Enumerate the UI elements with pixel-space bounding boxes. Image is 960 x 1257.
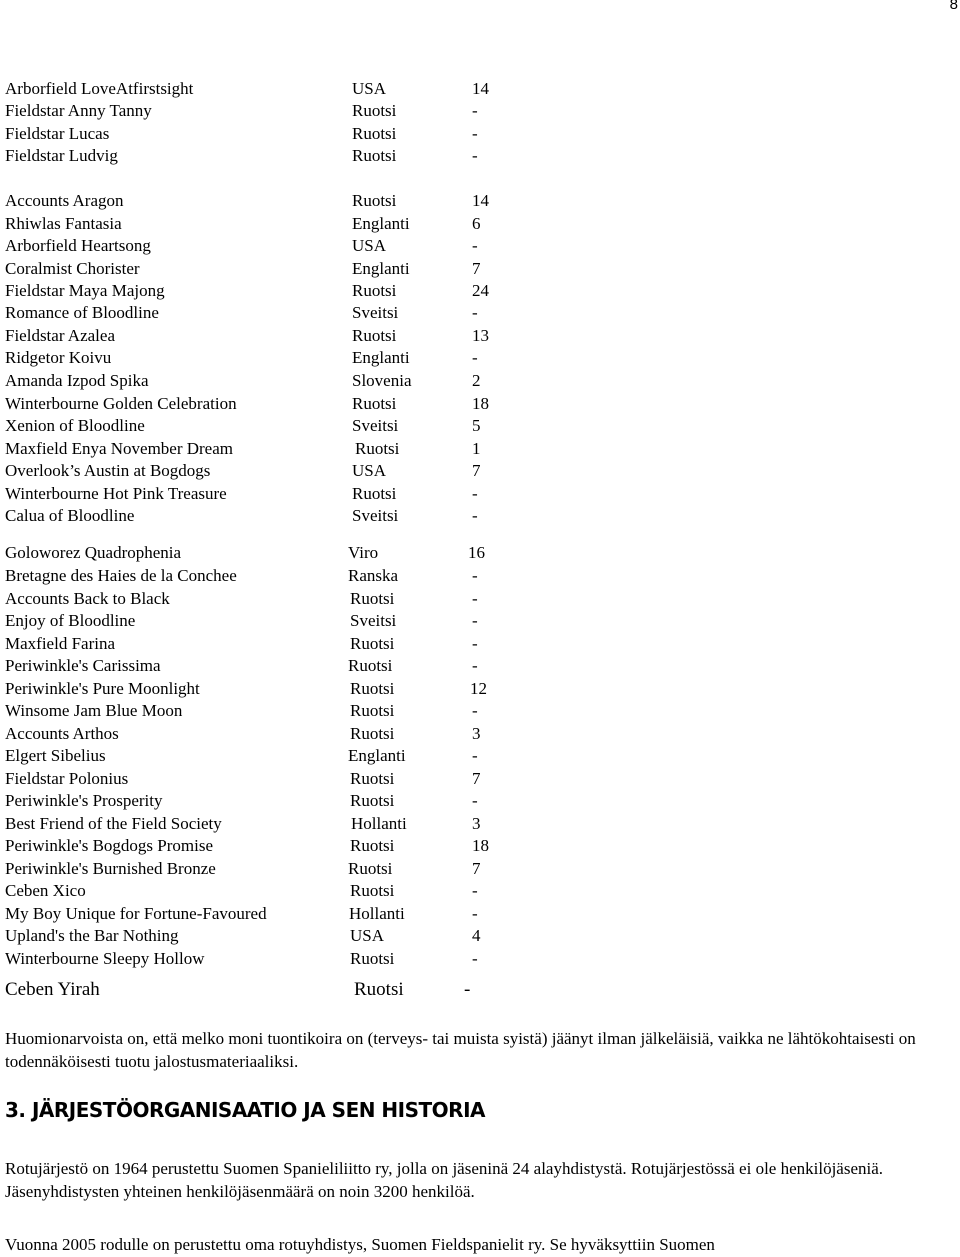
- dog-country: Englanti: [352, 348, 410, 367]
- dog-name: Arborfield LoveAtfirstsight: [5, 79, 194, 98]
- dog-offspring-count: 3: [472, 724, 481, 743]
- dog-country: Ruotsi: [350, 701, 395, 720]
- dog-name: Bretagne des Haies de la Conchee: [5, 566, 237, 585]
- dog-country: Englanti: [348, 746, 406, 765]
- dog-offspring-count: 6: [472, 214, 481, 233]
- paragraph-offspring-note: Huomionarvoista on, että melko moni tuontikoira on (terveys- tai muista syistä) jäänyt ilman jälkeläisiä, vaikka ne lähtökohtaisesti on todennäköisesti tuotu jalostusmateriaaliksi.: [5, 1029, 916, 1071]
- dog-name: Fieldstar Anny Tanny: [5, 101, 152, 120]
- dog-offspring-count: -: [472, 611, 478, 630]
- dog-name: Fieldstar Polonius: [5, 769, 129, 788]
- dog-country: USA: [352, 79, 387, 98]
- dog-country: Sveitsi: [352, 303, 399, 322]
- dog-country: Sveitsi: [352, 416, 399, 435]
- dog-name: Maxfield Enya November Dream: [5, 439, 233, 458]
- dog-name: Ceben Yirah: [5, 979, 100, 1000]
- dog-country: Ruotsi: [352, 146, 397, 165]
- dog-country: Ruotsi: [348, 656, 393, 675]
- dog-name: Arborfield Heartsong: [5, 236, 151, 255]
- dog-offspring-count: -: [472, 101, 478, 120]
- dog-offspring-count: 3: [472, 814, 481, 833]
- dog-offspring-count: -: [472, 124, 478, 143]
- dog-country: Englanti: [352, 214, 410, 233]
- dog-country: Ruotsi: [352, 101, 397, 120]
- dog-country: Slovenia: [352, 371, 412, 390]
- dog-offspring-count: 7: [472, 259, 481, 278]
- dog-country: Ruotsi: [350, 724, 395, 743]
- dog-country: Ruotsi: [352, 281, 397, 300]
- dog-offspring-count: -: [472, 949, 478, 968]
- dog-name: Winterbourne Golden Celebration: [5, 394, 237, 413]
- dog-offspring-count: 16: [468, 543, 485, 562]
- dog-name: Periwinkle's Pure Moonlight: [5, 679, 200, 698]
- dog-country: Ruotsi: [352, 484, 397, 503]
- dog-name: Fieldstar Maya Majong: [5, 281, 165, 300]
- dog-name: Xenion of Bloodline: [5, 416, 145, 435]
- dog-country: USA: [350, 926, 385, 945]
- dog-offspring-count: 18: [472, 836, 489, 855]
- dog-offspring-count: -: [472, 656, 478, 675]
- dog-name: Ridgetor Koivu: [5, 348, 112, 367]
- dog-name: Fieldstar Azalea: [5, 326, 115, 345]
- dog-name: Winsome Jam Blue Moon: [5, 701, 183, 720]
- dog-name: Accounts Aragon: [5, 191, 124, 210]
- dog-offspring-count: -: [472, 146, 478, 165]
- dog-country: Ruotsi: [350, 949, 395, 968]
- dog-name: Periwinkle's Burnished Bronze: [5, 859, 216, 878]
- dog-country: Ruotsi: [355, 439, 400, 458]
- dog-country: Englanti: [352, 259, 410, 278]
- dog-name: Winterbourne Sleepy Hollow: [5, 949, 205, 968]
- dog-name: Romance of Bloodline: [5, 303, 159, 322]
- dog-country: Ruotsi: [350, 769, 395, 788]
- dog-country: Ruotsi: [352, 326, 397, 345]
- dog-offspring-count: 4: [472, 926, 481, 945]
- dog-country: Hollanti: [349, 904, 405, 923]
- dog-offspring-count: -: [472, 746, 478, 765]
- dog-name: Calua of Bloodline: [5, 506, 135, 525]
- dog-offspring-count: -: [472, 506, 478, 525]
- dog-offspring-count: 7: [472, 859, 481, 878]
- dog-name: Winterbourne Hot Pink Treasure: [5, 484, 227, 503]
- dog-offspring-count: -: [472, 484, 478, 503]
- dog-offspring-count: 1: [472, 439, 481, 458]
- dog-name: Elgert Sibelius: [5, 746, 106, 765]
- dog-country: Ruotsi: [354, 979, 404, 1000]
- paragraph-breed-club: Vuonna 2005 rodulle on perustettu oma rotuyhdistys, Suomen Fieldspanielit ry. Se hyväksyttiin Suomen: [5, 1235, 715, 1254]
- dog-country: USA: [352, 461, 387, 480]
- dog-name: Amanda Izpod Spika: [5, 371, 149, 390]
- dog-name: Maxfield Farina: [5, 634, 115, 653]
- dog-offspring-count: 18: [472, 394, 489, 413]
- dog-offspring-count: 24: [472, 281, 489, 300]
- page-number: 8: [949, 0, 958, 13]
- dog-offspring-count: -: [472, 566, 478, 585]
- dog-country: Ruotsi: [352, 124, 397, 143]
- dog-offspring-count: 7: [472, 461, 481, 480]
- dog-name: Best Friend of the Field Society: [5, 814, 222, 833]
- dog-country: Ruotsi: [352, 191, 397, 210]
- dog-offspring-count: 14: [472, 79, 489, 98]
- dog-country: Ranska: [348, 566, 399, 585]
- dog-country: Ruotsi: [350, 836, 395, 855]
- dog-name: Enjoy of Bloodline: [5, 611, 136, 630]
- dog-offspring-count: -: [472, 236, 478, 255]
- dog-name: Ceben Xico: [5, 881, 86, 900]
- dog-offspring-count: -: [472, 701, 478, 720]
- dog-name: Coralmist Chorister: [5, 259, 140, 278]
- dog-offspring-count: -: [472, 303, 478, 322]
- dog-country: Ruotsi: [350, 589, 395, 608]
- dog-name: Fieldstar Ludvig: [5, 146, 118, 165]
- dog-country: Ruotsi: [350, 881, 395, 900]
- dog-offspring-count: -: [472, 348, 478, 367]
- dog-name: Periwinkle's Bogdogs Promise: [5, 836, 214, 855]
- dog-country: Hollanti: [351, 814, 407, 833]
- dog-country: Sveitsi: [352, 506, 399, 525]
- dog-name: Overlook’s Austin at Bogdogs: [5, 461, 211, 480]
- dog-name: My Boy Unique for Fortune-Favoured: [5, 904, 267, 923]
- dog-name: Accounts Back to Black: [5, 589, 170, 608]
- dog-country: Ruotsi: [348, 859, 393, 878]
- dog-offspring-count: 12: [470, 679, 487, 698]
- dog-country: Ruotsi: [350, 634, 395, 653]
- dog-name: Goloworez Quadrophenia: [5, 543, 182, 562]
- paragraph-organisation: Rotujärjestö on 1964 perustettu Suomen Spanieliliitto ry, jolla on jäseninä 24 alayhdistystä. Rotujärjestössä ei ole henkilöjäseniä. Jäsenyhdistysten yhteinen henkilöjäsenmäärä on noin 3200 henkilöä.: [5, 1159, 884, 1201]
- dog-name: Accounts Arthos: [5, 724, 119, 743]
- dog-offspring-count: 7: [472, 769, 481, 788]
- dog-offspring-count: 2: [472, 371, 481, 390]
- dog-offspring-count: -: [472, 634, 478, 653]
- dog-name: Periwinkle's Prosperity: [5, 791, 163, 810]
- dog-offspring-count: 14: [472, 191, 489, 210]
- dog-offspring-count: -: [464, 979, 471, 1000]
- dog-name: Fieldstar Lucas: [5, 124, 110, 143]
- section-heading: 3. JÄRJESTÖORGANISAATIO JA SEN HISTORIA: [5, 1098, 485, 1122]
- dog-name: Periwinkle's Carissima: [5, 656, 161, 675]
- dog-offspring-count: 13: [472, 326, 489, 345]
- dog-country: Viro: [348, 543, 379, 562]
- dog-name: Rhiwlas Fantasia: [5, 214, 122, 233]
- dog-country: USA: [352, 236, 387, 255]
- dog-offspring-count: -: [472, 791, 478, 810]
- dog-name: Upland's the Bar Nothing: [5, 926, 179, 945]
- dog-offspring-count: -: [472, 881, 478, 900]
- dog-offspring-count: -: [472, 904, 478, 923]
- dog-country: Sveitsi: [350, 611, 397, 630]
- dog-offspring-count: -: [472, 589, 478, 608]
- dog-offspring-count: 5: [472, 416, 481, 435]
- dog-country: Ruotsi: [350, 679, 395, 698]
- dog-country: Ruotsi: [352, 394, 397, 413]
- dog-country: Ruotsi: [350, 791, 395, 810]
